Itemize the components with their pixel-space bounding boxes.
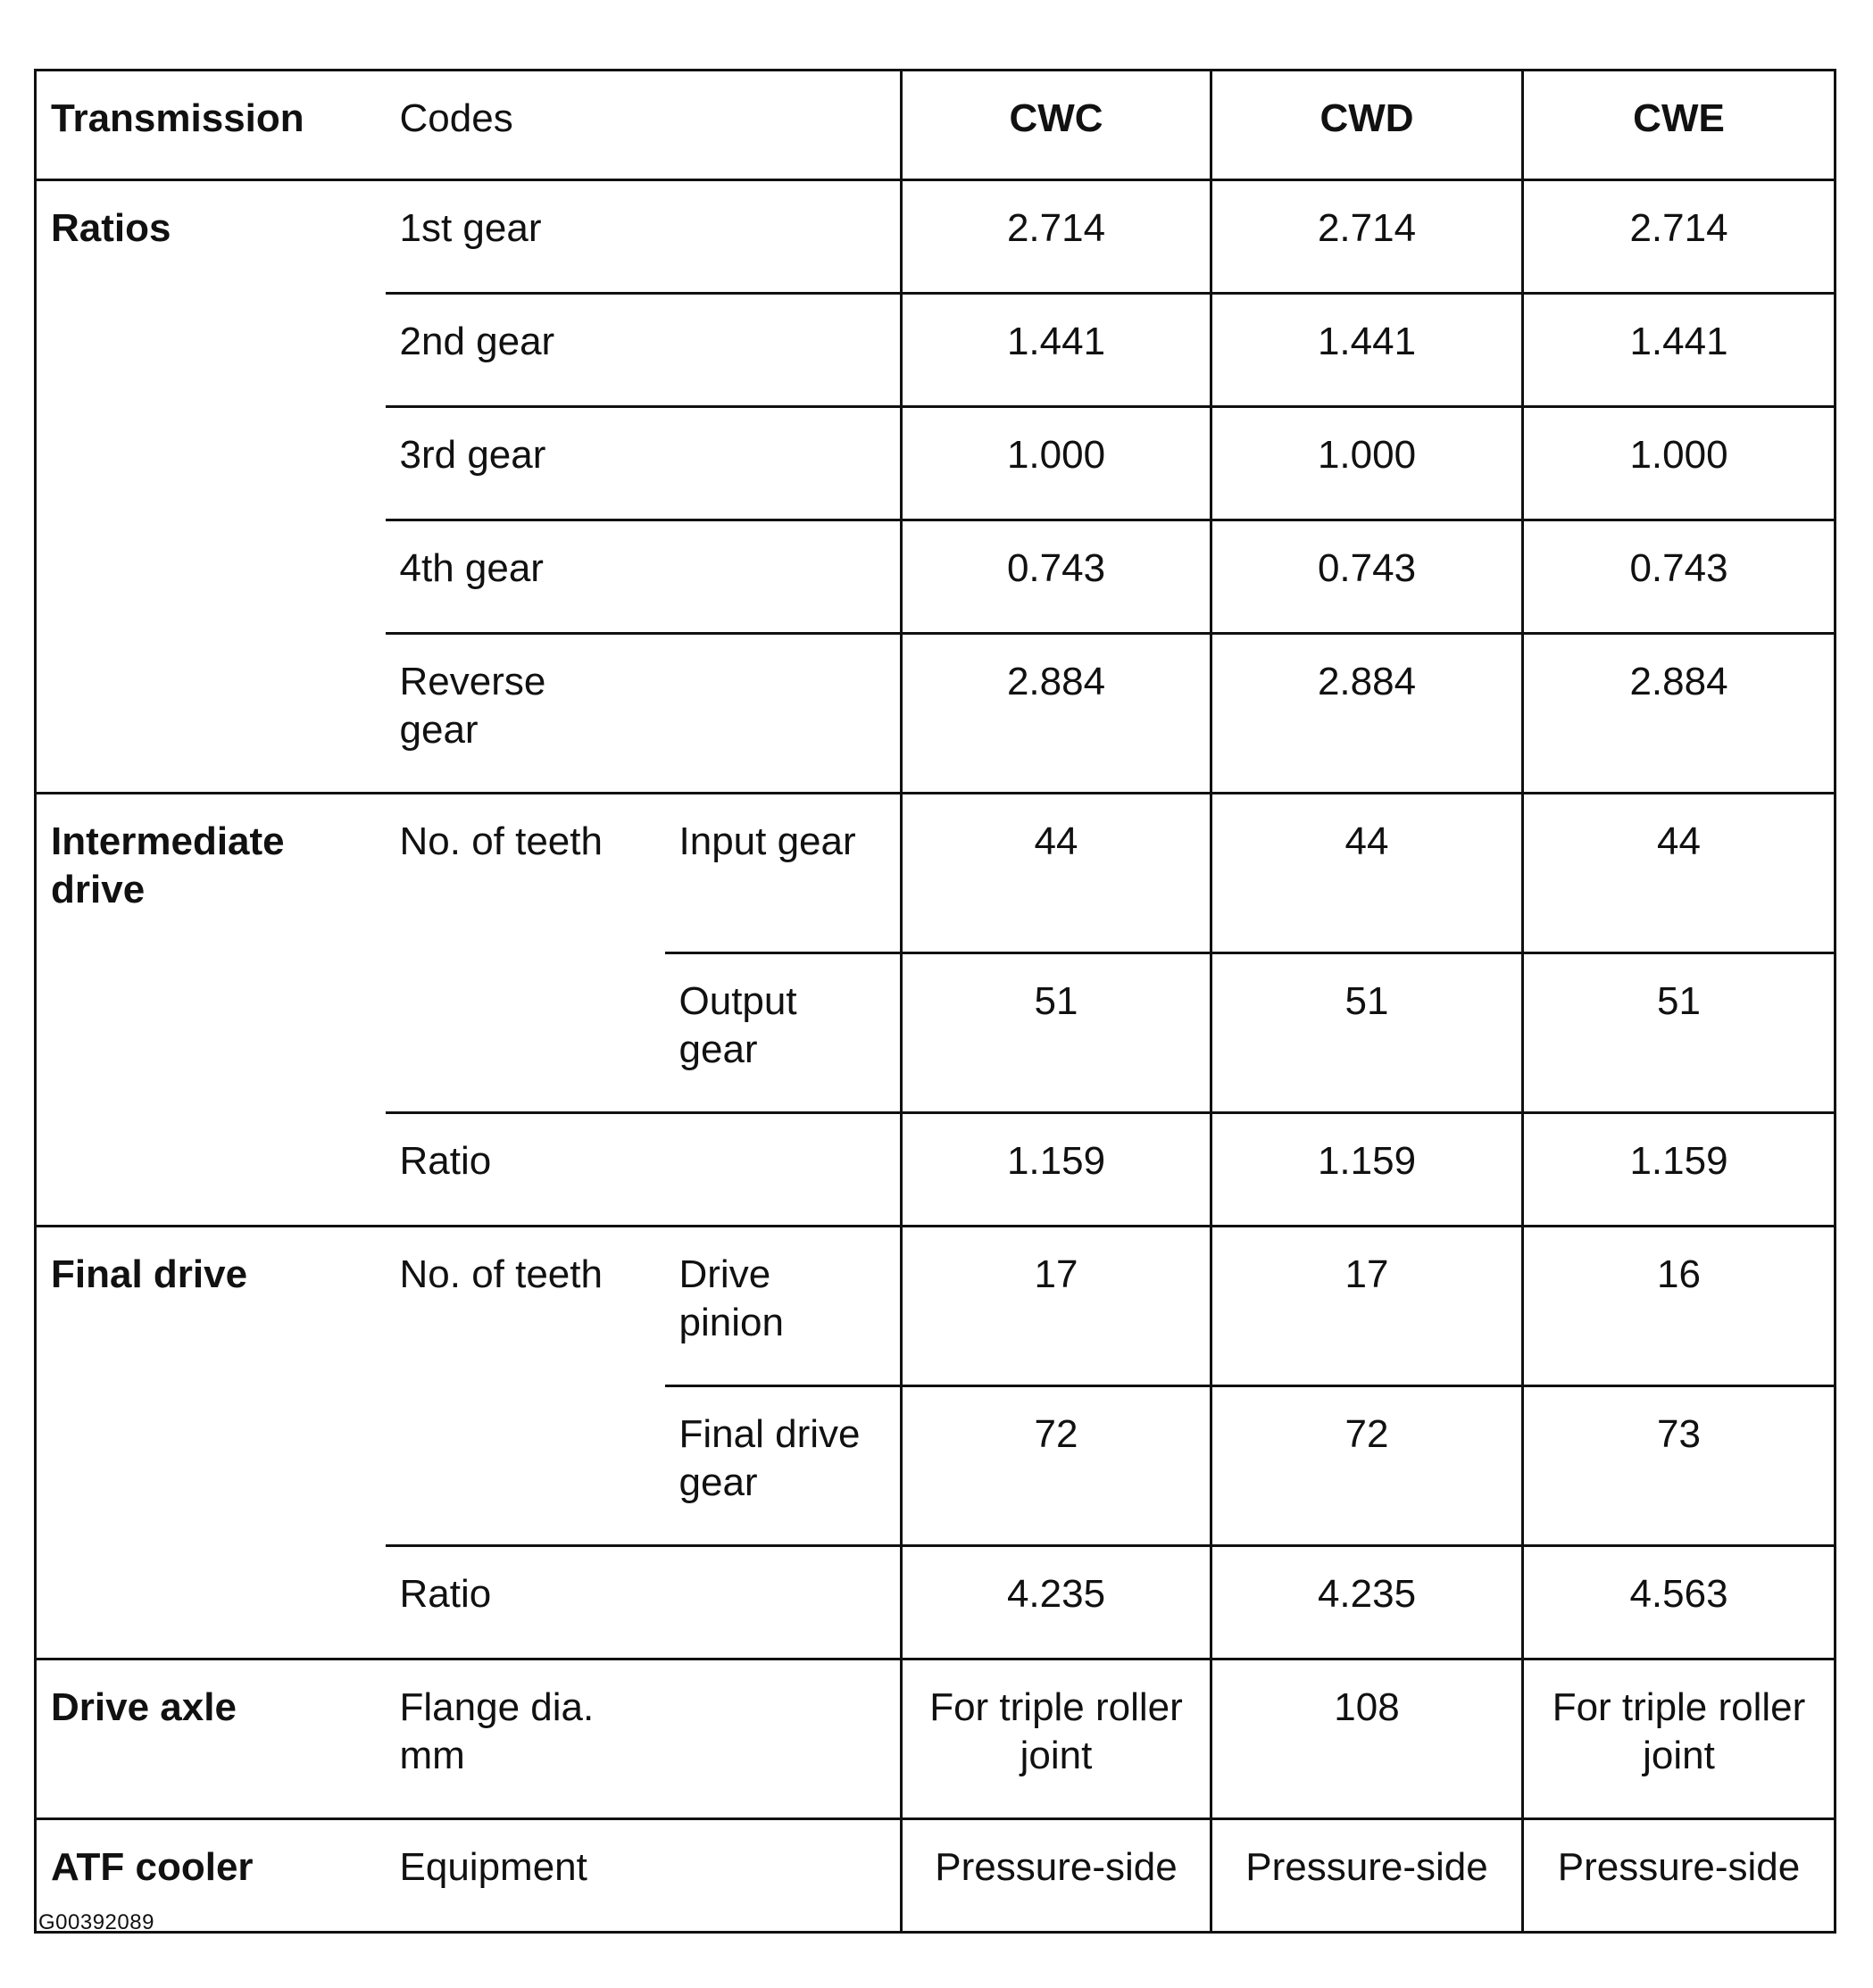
cell-value: 1.159 (1211, 1113, 1523, 1227)
cell-value: 0.743 (1211, 520, 1523, 634)
cell-value: 108 (1211, 1659, 1523, 1819)
row-label-text: Reverse gear (399, 660, 546, 752)
cell-value: 0.743 (1523, 520, 1836, 634)
table-row (36, 794, 1836, 953)
cell-value: 0.743 (902, 520, 1211, 634)
cell-value: 2.884 (902, 634, 1211, 794)
row-label: 4th gear (386, 520, 902, 634)
cell-value: 1.000 (1211, 407, 1523, 520)
cell-value: 2.714 (902, 180, 1211, 294)
row-label: 2nd gear (386, 294, 902, 407)
transmission-spec-table (34, 69, 1836, 1934)
cell-value: Pressure-side (1211, 1819, 1523, 1933)
row-label: Ratio (386, 1113, 902, 1227)
cell-value: 73 (1523, 1386, 1836, 1546)
table-row (36, 180, 1836, 294)
cell-value: 1.159 (1523, 1113, 1836, 1227)
cell-value: 1.441 (1211, 294, 1523, 407)
cell-value: 4.235 (902, 1546, 1211, 1659)
cell-value: 17 (1211, 1227, 1523, 1386)
cell-value: 1.000 (902, 407, 1211, 520)
table-row (36, 1659, 1836, 1819)
row-label: 1st gear (386, 180, 902, 294)
cell-value: Pressure-side (902, 1819, 1211, 1933)
cell-value: 2.884 (1211, 634, 1523, 794)
table-row (36, 1227, 1836, 1386)
row-label-text: Flange dia. mm (399, 1685, 595, 1777)
cell-value: 51 (1523, 953, 1836, 1113)
row-label-text: Drive pinion (678, 1252, 784, 1344)
cell-value: 17 (902, 1227, 1211, 1386)
teeth-label: No. of teeth (386, 1227, 665, 1546)
figure-id: G00392089 (38, 1910, 154, 1934)
header-label: Transmission (51, 96, 304, 140)
code-cwc: CWC (902, 71, 1211, 180)
group-label-atf-cooler: ATF cooler (36, 1819, 386, 1933)
group-label-ratios: Ratios (36, 180, 386, 794)
group-label-drive-axle: Drive axle (36, 1659, 386, 1819)
cell-value: 2.884 (1523, 634, 1836, 794)
row-label (665, 1386, 902, 1546)
code-cwe: CWE (1523, 71, 1836, 180)
header-row (36, 71, 1836, 180)
row-label (386, 1659, 902, 1819)
row-label: Ratio (386, 1546, 902, 1659)
cell-value: 16 (1523, 1227, 1836, 1386)
row-label: 3rd gear (386, 407, 902, 520)
cell-value: 44 (1523, 794, 1836, 953)
cell-value: 4.235 (1211, 1546, 1523, 1659)
cell-value: For triple roller joint (902, 1659, 1211, 1819)
teeth-label: No. of teeth (386, 794, 665, 1113)
cell-value: 44 (902, 794, 1211, 953)
cell-value: 51 (902, 953, 1211, 1113)
cell-value: 1.441 (902, 294, 1211, 407)
row-label: Equipment (386, 1819, 902, 1933)
cell-value: 44 (1211, 794, 1523, 953)
group-label-final-drive: Final drive (36, 1227, 386, 1659)
table-row (36, 1819, 1836, 1933)
cell-value: 2.714 (1211, 180, 1523, 294)
row-label (665, 953, 902, 1113)
cell-value: 51 (1211, 953, 1523, 1113)
cell-value: 72 (902, 1386, 1211, 1546)
header-sublabel: Codes (399, 96, 513, 140)
row-label (665, 1227, 902, 1386)
cell-value: 2.714 (1523, 180, 1836, 294)
row-label-text: Output gear (678, 979, 797, 1071)
row-label: Input gear (665, 794, 902, 953)
row-label-text: Final drive gear (678, 1412, 861, 1504)
cell-value: 1.441 (1523, 294, 1836, 407)
cell-value: 1.159 (902, 1113, 1211, 1227)
code-cwd: CWD (1211, 71, 1523, 180)
cell-value: For triple roller joint (1523, 1659, 1836, 1819)
row-label (386, 634, 902, 794)
group-label-intermediate-drive: Intermediate drive (36, 794, 386, 1227)
cell-value: 4.563 (1523, 1546, 1836, 1659)
cell-value: Pressure-side (1523, 1819, 1836, 1933)
cell-value: 1.000 (1523, 407, 1836, 520)
cell-value: 72 (1211, 1386, 1523, 1546)
